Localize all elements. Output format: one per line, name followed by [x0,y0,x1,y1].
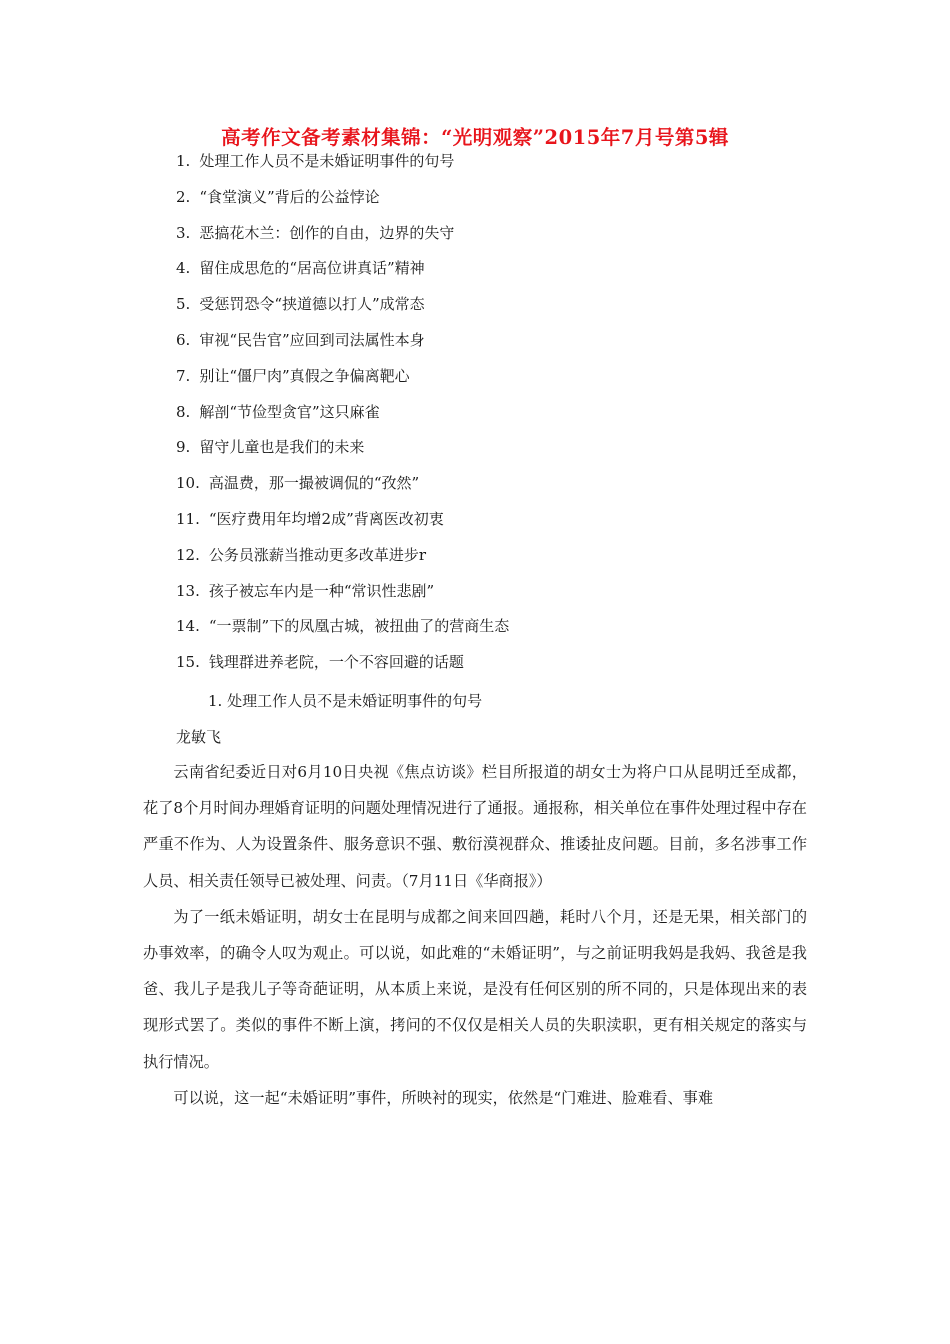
toc-item [176,401,509,437]
article-author: 龙敏飞 [176,728,222,746]
toc-item-text: 别让“僵尸肉”真假之争偏离靶心 [199,366,410,385]
toc-item-text: 留住成思危的“居高位讲真话”精神 [199,259,425,278]
toc-item [176,150,509,186]
toc-item [176,257,509,293]
toc-item-number: 3. [176,223,191,242]
toc-item-number: 7. [176,366,191,385]
toc-item-number: 9. [176,438,191,457]
toc-item-number: 4. [176,259,191,278]
toc-item-number: 10. [176,474,200,493]
toc-item-text: 恶搞花木兰：创作的自由，边界的失守 [199,223,455,242]
article-paragraph: 可以说，这一起“未婚证明”事件，所映衬的现实，依然是“门难进、脸难看、事难 [173,1088,714,1107]
article-paragraph: 云南省纪委近日对6月10日央视《焦点访谈》栏目所报道的胡女士为将户口从昆明迁至成都，花了8个月时间办理婚育证明的问题处理情况进行了通报。通报称，相关单位在事件处理过程中存在严重不作为、人为设置条件、服务意识不强、敷衍漠视群众、推诿扯皮问题。目前，多名涉事工作人员、相关责任领导已被处理、问责。（7月11日《华商报》） [143,763,807,890]
toc-item-number: 2. [176,187,191,206]
article-heading: 1. 处理工作人员不是未婚证明事件的句号 [208,692,483,710]
toc-item [176,436,509,472]
toc-item-text: 解剖“节俭型贪官”这只麻雀 [199,402,380,421]
toc-item-text: 受惩罚恐令“挟道德以打人”成常态 [199,295,425,314]
article-paragraph: 为了一纸未婚证明，胡女士在昆明与成都之间来回四趟，耗时八个月，还是无果，相关部门的办事效率，的确令人叹为观止。可以说，如此难的“未婚证明”，与之前证明我妈是我妈、我爸是我爸、我儿子是我儿子等奇葩证明，从本质上来说，是没有任何区别的所不同的，只是体现出来的表现形式罢了。类似的事件不断上演，拷问的不仅仅是相关人员的失职渎职，更有相关规定的落实与执行情况。 [143,907,807,1071]
toc-item [176,293,509,329]
toc-item-text: 公务员涨薪当推动更多改革进步r [208,545,427,564]
toc-item [176,329,509,365]
toc-item-number: 11. [176,509,200,528]
article-body [143,754,807,1116]
toc-item-text: “食堂演义”背后的公益悖论 [199,187,380,206]
table-of-contents [176,150,509,687]
toc-item [176,365,509,401]
toc-item-number: 1. [176,152,191,170]
toc-item-text: 留守儿童也是我们的未来 [199,438,365,457]
toc-item [176,615,509,651]
toc-item-number: 14. [176,617,200,636]
toc-item-text: “一票制”下的凤凰古城，被扭曲了的营商生态 [208,617,510,636]
toc-item [176,544,509,580]
toc-item [176,580,509,616]
toc-item-number: 15. [176,653,200,672]
toc-item-text: 孩子被忘车内是一种“常识性悲剧” [208,581,435,600]
toc-item [176,651,509,687]
toc-item-number: 6. [176,330,191,349]
toc-item-number: 13. [176,581,200,600]
toc-item [176,472,509,508]
toc-item-text: 高温费，那一撮被调侃的“孜然” [208,474,420,493]
document-title: 高考作文备考素材集锦：“光明观察”2015年7月号第5辑 [221,126,729,149]
toc-item-text: 钱理群进养老院，一个不容回避的话题 [208,653,464,672]
toc-item-number: 5. [176,295,191,314]
toc-item-number: 8. [176,402,191,421]
toc-item [176,508,509,544]
toc-item-text: 审视“民告官”应回到司法属性本身 [199,330,425,349]
toc-item-text: 处理工作人员不是未婚证明事件的句号 [199,152,455,170]
toc-item-text: “医疗费用年均增2成”背离医改初衷 [208,509,444,528]
toc-item [176,186,509,222]
toc-item-number: 12. [176,545,200,564]
toc-item [176,222,509,258]
